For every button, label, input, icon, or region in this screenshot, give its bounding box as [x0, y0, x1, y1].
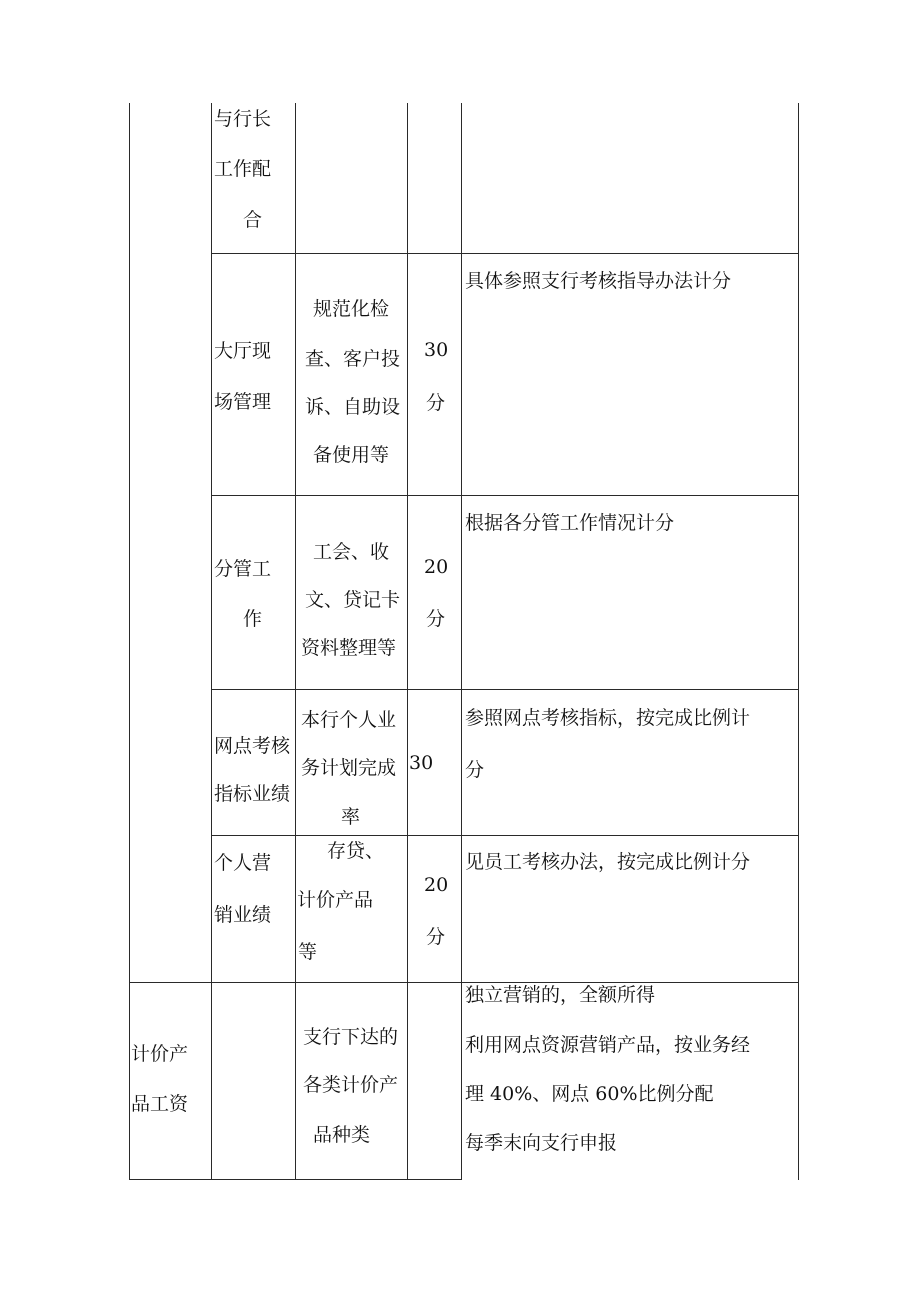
item-label-line: 工作配	[214, 158, 272, 180]
item-label-line: 指标业绩	[214, 783, 291, 805]
content-line: 各类计价产	[303, 1074, 399, 1096]
rule-line: 独立营销的，全额所得	[465, 984, 656, 1006]
rule-line: 见员工考核办法，按完成比例计分	[465, 851, 751, 873]
content-line: 本行个人业	[301, 709, 397, 731]
content-line: 品种类	[313, 1124, 371, 1146]
item-label-line: 大厅现	[214, 340, 272, 362]
content-line: 诉、自助设	[305, 396, 401, 418]
rule-line: 具体参照支行考核指导办法计分	[465, 270, 732, 292]
score-line: 20	[424, 556, 449, 578]
rule-line: 每季末向支行申报	[465, 1132, 618, 1154]
grid-line	[211, 103, 212, 1180]
content-line: 务计划完成	[301, 757, 397, 779]
grid-line	[211, 495, 799, 496]
grid-line	[129, 982, 799, 983]
rule-line: 利用网点资源营销产品，按业务经	[465, 1034, 751, 1056]
content-line: 计价产品	[297, 889, 374, 911]
score-line: 30	[424, 339, 449, 361]
content-line: 存贷、	[327, 840, 385, 862]
grid-line	[211, 835, 799, 836]
content-line: 查、客户投	[305, 348, 401, 370]
grid-line	[211, 253, 799, 254]
grid-line	[798, 103, 799, 1180]
rule-line: 参照网点考核指标，按完成比例计	[465, 707, 751, 729]
content-line: 资料整理等	[301, 637, 397, 659]
score-line: 20	[424, 874, 449, 896]
content-line: 率	[341, 806, 361, 828]
item-label-line: 销业绩	[214, 904, 272, 926]
content-line: 规范化检	[313, 298, 390, 320]
item-label-line: 分管工	[214, 558, 272, 580]
score-line: 分	[426, 926, 446, 948]
item-label-line: 网点考核	[214, 735, 291, 757]
rule-line: 根据各分管工作情况计分	[465, 512, 675, 534]
content-line: 支行下达的	[303, 1026, 399, 1048]
content-line: 文、贷记卡	[305, 589, 401, 611]
category-label-line: 品工资	[131, 1093, 189, 1115]
grid-line	[129, 1179, 462, 1180]
item-label-line: 个人营	[214, 852, 272, 874]
item-label-line: 合	[243, 209, 263, 231]
item-label-line: 作	[243, 608, 263, 630]
rule-line: 分	[465, 759, 485, 781]
grid-line	[407, 103, 408, 1180]
item-label-line: 与行长	[214, 108, 272, 130]
grid-line	[129, 103, 130, 1180]
grid-line	[295, 103, 296, 1180]
content-line: 等	[298, 941, 318, 963]
item-label-line: 场管理	[214, 391, 272, 413]
grid-line	[461, 103, 462, 1180]
rule-line: 理 40%、网点 60%比例分配	[465, 1083, 714, 1105]
score-line: 30	[409, 752, 434, 774]
score-line: 分	[426, 608, 446, 630]
grid-line	[211, 689, 799, 690]
score-line: 分	[426, 392, 446, 414]
content-line: 备使用等	[313, 444, 390, 466]
content-line: 工会、收	[313, 541, 390, 563]
category-label-line: 计价产	[131, 1043, 189, 1065]
